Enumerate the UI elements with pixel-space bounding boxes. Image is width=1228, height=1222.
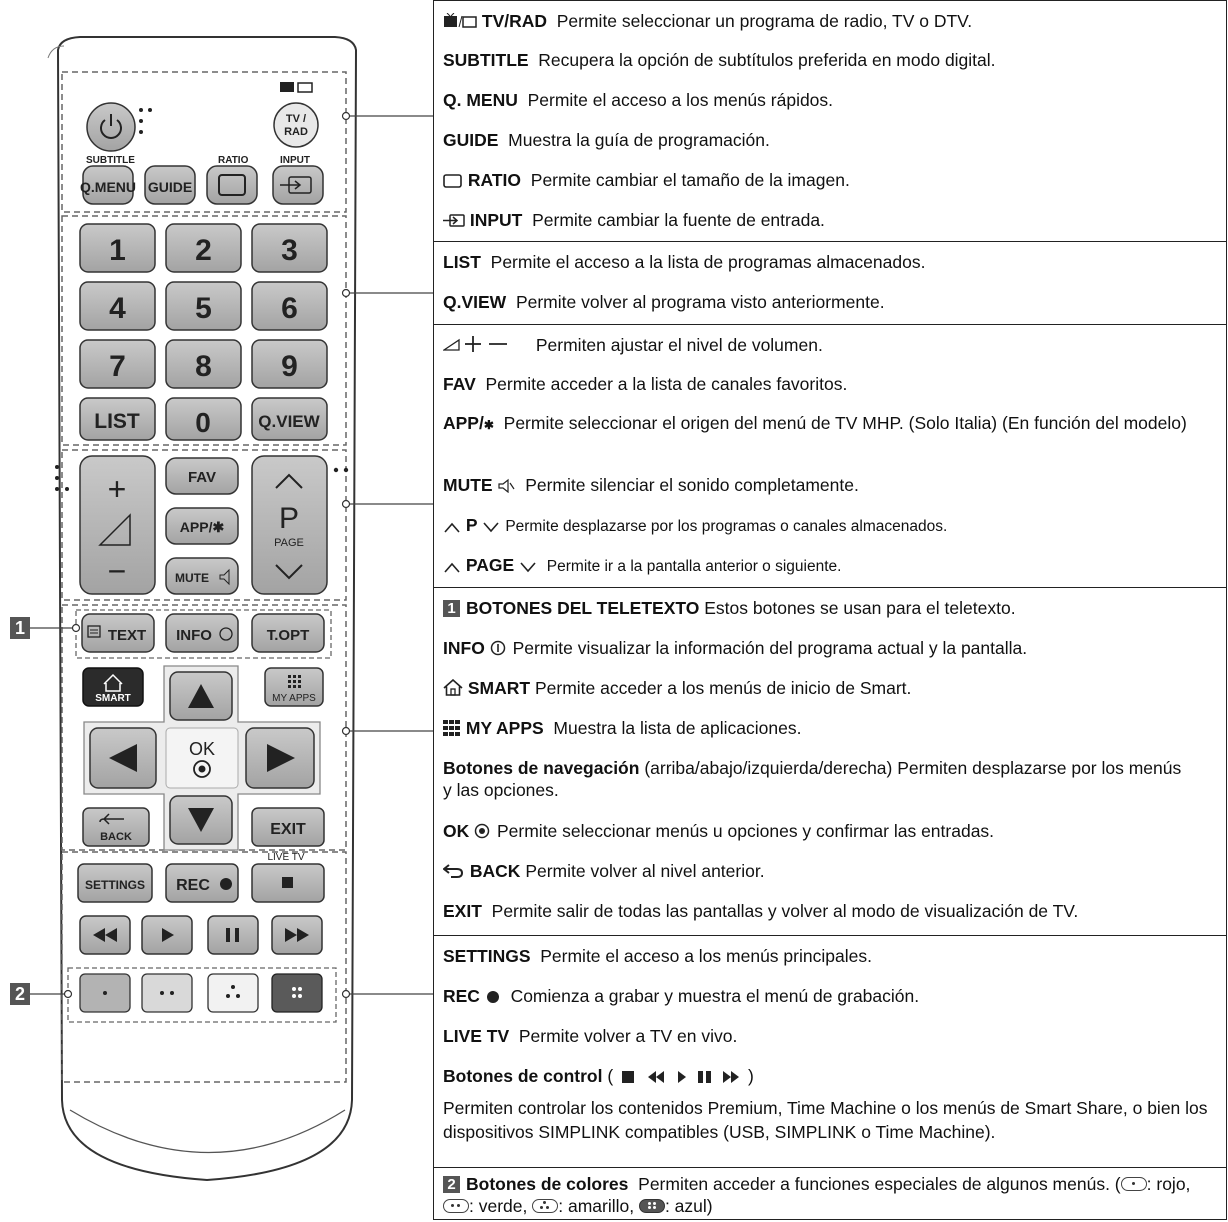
- legend-section-list: [434, 241, 1226, 321]
- smart-desc: Permite acceder a los menús de inicio de Smart.: [534, 678, 912, 698]
- legend-row-page: [443, 554, 1220, 578]
- tvrad-desc: Permite seleccionar un programa de radio, TV o DTV.: [556, 11, 973, 31]
- smart-button[interactable]: [83, 668, 143, 706]
- record-dot-icon: [220, 878, 232, 890]
- legend-row-settings: [443, 945, 1220, 967]
- tv-radio-icon: [443, 13, 477, 29]
- red-button-icon: [1121, 1177, 1147, 1191]
- input-icon: [443, 213, 465, 228]
- control-name: Botones de control: [443, 1066, 603, 1086]
- info-icon: [490, 640, 508, 656]
- legend-row-app: [443, 412, 1220, 436]
- callout-1-badge: 1: [10, 617, 30, 639]
- tvrad-line2: RAD: [284, 126, 308, 138]
- play-icon: [678, 1071, 686, 1083]
- guide-button[interactable]: [145, 166, 195, 204]
- color-yellow-text: : amarillo,: [558, 1196, 639, 1216]
- number-6-button[interactable]: [252, 282, 327, 330]
- number-label: 8: [195, 350, 212, 383]
- exit-button[interactable]: [252, 808, 324, 846]
- mute-desc: Permite silenciar el sonido completamente.: [525, 475, 859, 495]
- settings-button[interactable]: [78, 864, 152, 902]
- back-button[interactable]: [83, 808, 149, 846]
- yellow-button[interactable]: [208, 974, 258, 1012]
- mute-speaker-icon: [497, 478, 515, 493]
- up-button[interactable]: [170, 672, 232, 720]
- fav-name: FAV: [443, 374, 476, 394]
- volume-plus-minus-icon: [443, 335, 531, 353]
- qmenu-name: Q. MENU: [443, 90, 518, 110]
- svg-text:LIST: LIST: [94, 410, 140, 433]
- smart-name: SMART: [467, 678, 531, 698]
- fav-button[interactable]: [166, 458, 238, 494]
- ratio-button[interactable]: [207, 166, 257, 204]
- page-desc: Permite ir a la pantalla anterior o siguiente.: [546, 558, 842, 575]
- colors-name: Botones de colores: [466, 1174, 629, 1194]
- remote-control-illustration: [0, 0, 433, 1221]
- qmenu-desc: Permite el acceso a los menús rápidos.: [527, 90, 834, 110]
- number-5-button[interactable]: [166, 282, 241, 330]
- my-apps-button[interactable]: [265, 668, 323, 706]
- page-name: PAGE: [465, 555, 515, 575]
- legend-row-control: Botones de control ( ): [443, 1066, 754, 1086]
- tvrad-name: TV/RAD: [481, 11, 548, 31]
- volume-down-icon[interactable]: −: [107, 553, 127, 589]
- navigation-name: Botones de navegación: [443, 758, 640, 778]
- legend-row-navigation: [443, 757, 1186, 801]
- qmenu-button[interactable]: [80, 166, 136, 204]
- number-label: 4: [109, 292, 126, 325]
- callout-2-badge: 2: [10, 983, 30, 1005]
- chevron-up-icon: [443, 521, 461, 533]
- blue-button-icon: [639, 1199, 665, 1213]
- myapps-desc: Muestra la lista de aplicaciones.: [553, 718, 802, 738]
- power-button[interactable]: [87, 103, 135, 151]
- mute-button[interactable]: [166, 558, 238, 594]
- app-star-icon: ✱: [483, 418, 494, 432]
- number-label: 9: [281, 350, 298, 383]
- svg-text:TEXT: TEXT: [107, 627, 147, 644]
- svg-text:SMART: SMART: [95, 693, 131, 704]
- navigation-desc: (arriba/abajo/izquierda/derecha) Permiten desplazarse por los menús y las opciones.: [443, 758, 1182, 800]
- volume-desc: Permiten ajustar el nivel de volumen.: [535, 335, 823, 355]
- colors-desc: Permiten acceder a funciones especiales de algunos menús. (: [638, 1174, 1121, 1194]
- red-button[interactable]: [80, 974, 130, 1012]
- settings-name: SETTINGS: [443, 946, 531, 966]
- legend-row-ratio: [443, 169, 1220, 191]
- chevron-down-icon: [519, 561, 537, 573]
- legend-row-guide: [443, 129, 1220, 151]
- chevron-up-icon: [443, 561, 461, 573]
- legend-table: [433, 0, 1227, 1220]
- back-desc: Permite volver al nivel anterior.: [525, 861, 765, 881]
- number-label: 5: [195, 292, 212, 325]
- app-desc: Permite seleccionar el origen del menú de TV MHP. (Solo Italia) (En función del modelo): [503, 413, 1187, 433]
- ok-desc: Permite seleccionar menús u opciones y confirmar las entradas.: [497, 821, 995, 841]
- teletext-badge: 1: [443, 600, 460, 617]
- svg-text:REC: REC: [176, 877, 210, 894]
- number-8-button[interactable]: [166, 340, 241, 388]
- legend-section-power: [434, 1, 1226, 235]
- home-icon: [443, 679, 463, 696]
- color-green-text: : verde,: [469, 1196, 533, 1216]
- ok-name: OK: [443, 821, 470, 841]
- green-button[interactable]: [142, 974, 192, 1012]
- input-desc: Permite cambiar la fuente de entrada.: [532, 210, 825, 230]
- ratio-label: RATIO: [218, 155, 249, 166]
- list-name: LIST: [443, 252, 481, 272]
- topt-button[interactable]: [252, 614, 324, 652]
- number-label: 2: [195, 234, 212, 267]
- qview-desc: Permite volver al programa visto anteriormente.: [515, 292, 885, 312]
- legend-row-exit: [443, 900, 1220, 922]
- exit-name: EXIT: [443, 901, 482, 921]
- app-name: APP/: [443, 413, 484, 433]
- number-2-button[interactable]: [166, 224, 241, 272]
- ratio-desc: Permite cambiar el tamaño de la imagen.: [530, 170, 850, 190]
- tvrad-line1: TV /: [285, 113, 307, 125]
- right-button[interactable]: [246, 728, 314, 788]
- qview-button[interactable]: [252, 398, 327, 440]
- svg-text:MUTE: MUTE: [175, 571, 209, 585]
- program-name: P: [465, 515, 478, 535]
- number-pad: [80, 224, 327, 388]
- list-desc: Permite el acceso a la lista de programas almacenados.: [490, 252, 926, 272]
- teletext-name: BOTONES DEL TELETEXTO: [466, 598, 700, 618]
- svg-text:EXIT: EXIT: [270, 821, 306, 838]
- left-button[interactable]: [90, 728, 156, 788]
- number-4-button[interactable]: [80, 282, 155, 330]
- number-label: 3: [281, 234, 298, 267]
- fav-desc: Permite acceder a la lista de canales favoritos.: [485, 374, 848, 394]
- legend-row-smart: [443, 677, 1220, 699]
- rec-desc: Comienza a grabar y muestra el menú de grabación.: [510, 986, 920, 1006]
- svg-text:BACK: BACK: [100, 831, 132, 843]
- subtitle-desc: Recupera la opción de subtítulos preferida en modo digital.: [538, 50, 996, 70]
- colors-badge: 2: [443, 1176, 460, 1193]
- rewind-button[interactable]: [80, 916, 130, 954]
- rec-name: REC: [443, 986, 480, 1006]
- teletext-desc: Estos botones se usan para el teletexto.: [704, 598, 1016, 618]
- pause-button[interactable]: [208, 916, 258, 954]
- color-red-text: : rojo,: [1146, 1174, 1191, 1194]
- subtitle-name: SUBTITLE: [443, 50, 529, 70]
- ok-circle-icon: [474, 823, 492, 839]
- legend-row-control-desc: [443, 1096, 1220, 1144]
- number-0-button[interactable]: [166, 398, 241, 440]
- settings-desc: Permite el acceso a los menús principales.: [540, 946, 872, 966]
- legend-row-ok: [443, 820, 1220, 842]
- svg-text:OK: OK: [188, 739, 216, 759]
- legend-row-colors: [443, 1173, 1220, 1217]
- number-label: 7: [109, 350, 126, 383]
- info-button[interactable]: [166, 614, 238, 652]
- volume-rocker[interactable]: [80, 456, 155, 594]
- color-blue-text: : azul): [664, 1196, 713, 1216]
- svg-text:Q.VIEW: Q.VIEW: [258, 412, 320, 431]
- apps-grid-icon: [443, 720, 461, 736]
- live-tv-label: LIVE TV: [267, 852, 305, 863]
- legend-row-input: [443, 209, 1220, 231]
- subtitle-label: SUBTITLE: [86, 155, 135, 166]
- list-button[interactable]: [80, 398, 155, 440]
- legend-row-program: [443, 514, 1220, 538]
- legend-row-back: [443, 860, 1220, 882]
- svg-text:0: 0: [195, 407, 211, 438]
- svg-text:T.OPT: T.OPT: [266, 627, 310, 644]
- ratio-icon: [443, 173, 463, 188]
- legend-section-teletext: [434, 587, 1226, 933]
- program-page-rocker[interactable]: [252, 456, 327, 594]
- number-label: 6: [281, 292, 298, 325]
- page-label: PAGE: [274, 537, 304, 549]
- legend-row-qmenu: [443, 89, 1220, 111]
- back-name: BACK: [469, 861, 521, 881]
- legend-row-info: [443, 637, 1220, 659]
- legend-row-qview: [443, 291, 1220, 313]
- transport-icons: [618, 1070, 748, 1084]
- number-7-button[interactable]: [80, 340, 155, 388]
- number-1-button[interactable]: [80, 224, 155, 272]
- blue-button[interactable]: [272, 974, 322, 1012]
- input-label: INPUT: [280, 155, 310, 166]
- program-p-label: P: [278, 502, 300, 535]
- guide-desc: Muestra la guía de programación.: [508, 130, 770, 150]
- livetv-desc: Permite volver a TV en vivo.: [518, 1026, 738, 1046]
- legend-row-livetv: [443, 1025, 1220, 1047]
- guide-name: GUIDE: [443, 130, 499, 150]
- legend-row-subtitle: [443, 49, 1220, 71]
- legend-subsection-colors: [434, 1167, 1226, 1222]
- svg-text:INFO: INFO: [176, 627, 212, 644]
- apps-grid-icon: [288, 675, 301, 688]
- svg-text:APP/✱: APP/✱: [179, 519, 225, 535]
- number-9-button[interactable]: [252, 340, 327, 388]
- rewind-icon: [648, 1071, 664, 1083]
- svg-text:Q.MENU: Q.MENU: [80, 179, 136, 195]
- control-desc: Permiten controlar los contenidos Premium, Time Machine o los menús de Smart Share, o bien los dispositivos SIMPLINK compatibles (USB, SIMPLINK o Time Machine).: [443, 1098, 1208, 1142]
- stop-icon: [282, 877, 293, 888]
- volume-up-icon[interactable]: +: [107, 471, 127, 507]
- myapps-name: MY APPS: [465, 718, 544, 738]
- stop-icon: [622, 1071, 634, 1083]
- svg-text:MY APPS: MY APPS: [272, 693, 316, 704]
- legend-row-volume: [443, 334, 1220, 356]
- info-name: INFO: [443, 638, 485, 658]
- back-arrow-icon: [443, 863, 465, 879]
- green-button-icon: [443, 1199, 469, 1213]
- live-tv-button[interactable]: [252, 864, 324, 902]
- legend-row-tvrad: [443, 10, 1220, 32]
- number-label: 1: [109, 234, 126, 267]
- svg-text:SETTINGS: SETTINGS: [84, 878, 146, 892]
- rec-button[interactable]: [166, 864, 238, 902]
- legend-section-settings: [434, 935, 1226, 1221]
- ratio-name: RATIO: [467, 170, 522, 190]
- chevron-down-icon: [482, 521, 500, 533]
- yellow-button-icon: [532, 1199, 558, 1213]
- qview-name: Q.VIEW: [443, 292, 507, 312]
- ok-button[interactable]: [166, 728, 238, 788]
- svg-text:GUIDE: GUIDE: [147, 179, 193, 195]
- legend-row-teletext: [443, 597, 1220, 619]
- legend-row-fav: [443, 373, 1220, 395]
- down-button[interactable]: [170, 796, 232, 844]
- input-name: INPUT: [469, 210, 523, 230]
- livetv-name: LIVE TV: [443, 1026, 510, 1046]
- input-button[interactable]: [273, 166, 323, 204]
- fast-forward-icon: [723, 1071, 739, 1083]
- svg-text:FAV: FAV: [187, 469, 217, 486]
- legend-row-myapps: [443, 717, 1220, 739]
- mute-name: MUTE: [443, 475, 493, 495]
- exit-desc: Permite salir de todas las pantallas y volver al modo de visualización de TV.: [491, 901, 1079, 921]
- record-dot-icon: [485, 990, 501, 1004]
- app-button[interactable]: [166, 508, 238, 544]
- legend-row-rec: [443, 985, 1220, 1007]
- legend-row-mute: [443, 474, 1220, 496]
- legend-section-volume: [434, 324, 1226, 588]
- fast-forward-button[interactable]: [272, 916, 322, 954]
- info-desc: Permite visualizar la información del programa actual y la pantalla.: [512, 638, 1028, 658]
- program-desc: Permite desplazarse por los programas o canales almacenados.: [505, 518, 948, 535]
- play-button[interactable]: [142, 916, 192, 954]
- text-button[interactable]: [82, 614, 154, 652]
- legend-row-list: [443, 251, 1220, 273]
- number-3-button[interactable]: [252, 224, 327, 272]
